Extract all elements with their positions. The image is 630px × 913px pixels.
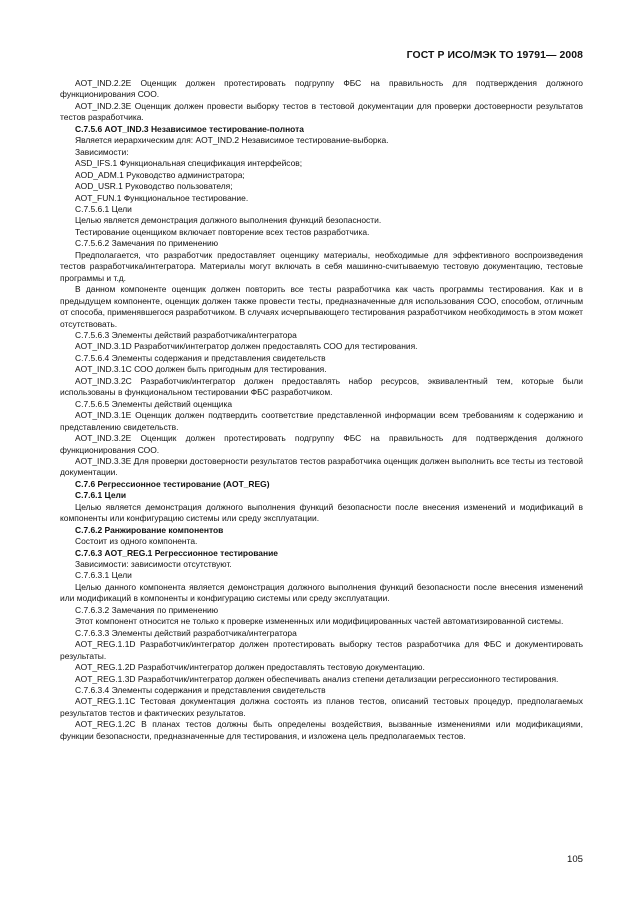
body-paragraph: Целью является демонстрация должного выполнения функций безопасности. [75,215,382,226]
body-paragraph: AOT_REG.1.1D Разработчик/интегратор должен протестировать выборку тестов разработчика для ФБС и документировать результаты. [60,639,583,661]
body-paragraph: С.7.6.3.1 Цели [75,570,132,581]
body-paragraph: С.7.5.6.5 Элементы действий оценщика [75,398,233,409]
body-paragraph: AOT_IND.3.1D Разработчик/интегратор должен предоставлять СОО для тестирования. [75,341,418,352]
body-paragraph: Целью данного компонента является демонстрация должного выполнения функций безопасности после внесения изменений или модификаций в компоненты и конфигурацию системы или среду эксплуатации. [60,581,583,604]
body-paragraph: AOT_REG.1.1C Тестовая документация должна состоять из планов тестов, описаний тестовых процедур, предполагаемых результатов тестов и фактических результатов. [60,696,583,718]
body-paragraph: Зависимости: [75,146,129,157]
body-paragraph: В данном компоненте оценщик должен повторить все тесты разработчика как часть программы тестирования. Как и в предыдущем компоненте, оценщик должен также провести тесты, предназначенные для использования СОО, способом, отличным от способа, применявшегося разработчиком. В случаях исчерпывающего тестирования разработчиком необходимость в этом может отсутствовать. [60,284,583,329]
page-header-standard-title: ГОСТ Р ИСО/МЭК ТО 19791— 2008 [406,50,583,61]
body-paragraph: AOD_USR.1 Руководство пользователя; [75,181,233,192]
body-paragraph: С.7.5.6.1 Цели [75,203,132,214]
document-body [60,78,583,742]
body-paragraph: С.7.6.3.2 Замечания по применению [75,604,219,615]
body-paragraph: AOT_REG.1.3D Разработчик/интегратор должен обеспечивать анализ степени детализации регрессионного тестирования. [75,673,559,684]
body-paragraph: Целью является демонстрация должного выполнения функций безопасности после внесения изменений и модификаций в компоненты или конфигурацию системы или среду эксплуатации. [60,501,583,524]
body-paragraph: AOT_IND.3.2E Оценщик должен протестировать подгруппу ФБС на правильность для подтверждения должного функционирования СОО. [60,433,583,455]
body-paragraph: Состоит из одного компонента. [75,536,198,547]
section-heading: С.7.6.1 Цели [75,490,127,501]
body-paragraph: AOT_IND.2.2E Оценщик должен протестировать подгруппу ФБС на правильность для подтверждения должного функционирования СОО. [60,78,583,100]
page-number: 105 [566,854,583,865]
body-paragraph: AOT_IND.3.1C СОО должен быть пригодным для тестирования. [75,364,327,375]
body-paragraph: AOT_REG.1.2D Разработчик/интегратор должен предоставлять тестовую документацию. [75,662,425,673]
body-paragraph: Этот компонент относится не только к проверке измененных или модифицированных частей автоматизированной системы. [75,616,564,627]
section-heading: С.7.6 Регрессионное тестирование (AOT_REG) [75,478,270,489]
body-paragraph: С.7.5.6.3 Элементы действий разработчика/интегратора [75,329,297,340]
body-paragraph: С.7.6.3.3 Элементы действий разработчика/интегратора [75,627,297,638]
section-heading: С.7.5.6 AOT_IND.3 Независимое тестирование-полнота [75,123,304,134]
body-paragraph: AOT_FUN.1 Функциональное тестирование. [75,192,249,203]
body-paragraph: Является иерархическим для: AOT_IND.2 Независимое тестирование-выборка. [75,135,389,146]
body-paragraph: Тестирование оценщиком включает повторение всех тестов разработчика. [75,226,370,237]
body-paragraph: AOT_IND.3.2C Разработчик/интегратор должен предоставлять набор ресурсов, эквивалентный тем, которые были использованы в функциональном тестировании ФБС разработчиком. [60,375,583,398]
body-paragraph: AOT_IND.2.3E Оценщик должен провести выборку тестов в тестовой документации для проверки достоверности результатов тестов разработчика. [60,100,583,123]
body-paragraph: Предполагается, что разработчик предоставляет оценщику материалы, необходимые для эффективного воспроизведения тестов разработчика/интегратора. Материалы могут включать в себя машинно-считываемую тестовую документацию, тестовые программы и т.д. [60,249,583,283]
body-paragraph: С.7.5.6.2 Замечания по применению [75,238,219,249]
body-paragraph: С.7.5.6.4 Элементы содержания и представления свидетельств [75,352,326,363]
body-paragraph: ASD_IFS.1 Функциональная спецификация интерфейсов; [75,158,303,169]
body-paragraph: AOT_REG.1.2C В планах тестов должны быть определены воздействия, вызванные изменениями или модификациями, функции безопасности, предназначенные для тестирования, и изложена цель предполагаемых тестов. [60,719,583,741]
section-heading: С.7.6.3 AOT_REG.1 Регрессионное тестирование [75,547,278,558]
body-paragraph: AOD_ADM.1 Руководство администратора; [75,169,245,180]
section-heading: С.7.6.2 Ранжирование компонентов [75,524,224,535]
body-paragraph: AOT_IND.3.1E Оценщик должен подтвердить соответствие представленной информации всем требованиям к содержанию и представлению свидетельств. [60,410,583,432]
body-paragraph: AOT_IND.3.3E Для проверки достоверности результатов тестов разработчика оценщик должен выполнить все тесты из тестовой документации. [60,455,583,478]
body-paragraph: С.7.6.3.4 Элементы содержания и представления свидетельств [75,685,326,696]
body-paragraph: Зависимости: зависимости отсутствуют. [75,559,232,570]
